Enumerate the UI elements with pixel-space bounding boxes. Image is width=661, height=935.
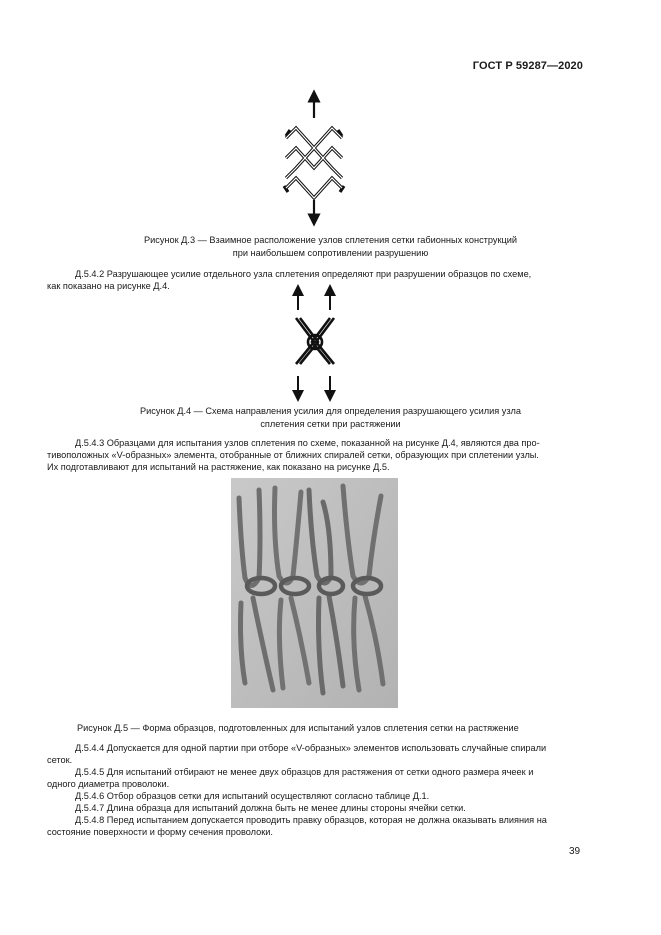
- paragraph-line: Д.5.4.5 Для испытаний отбирают не менее двух образцов для растяжения от сетки одного размера ячеек и: [75, 767, 534, 777]
- paragraph-d545: [47, 766, 584, 790]
- caption-line: при наибольшем сопротивлении разрушению: [232, 248, 429, 258]
- wire-upper: [286, 128, 342, 148]
- document-id: ГОСТ Р 59287—2020: [472, 60, 583, 72]
- paragraph-d548: [47, 814, 584, 838]
- paragraph-line: Д.5.4.6 Отбор образцов сетки для испытаний осуществляют согласно таблице Д.1.: [75, 791, 430, 801]
- figure-d4-caption: [0, 405, 661, 431]
- paragraph-line: Д.5.4.3 Образцами для испытания узлов сплетения по схеме, показанной на рисунке Д.4, являются два про-: [75, 438, 540, 448]
- wire-bottom: [286, 178, 342, 198]
- paragraph-line: Д.5.4.7 Длина образца для испытаний должна быть не менее длины стороны ячейки сетки.: [75, 803, 466, 813]
- figure-d3-diagram: [270, 92, 360, 224]
- figure-d5-photo: [231, 478, 398, 708]
- paragraph-d546: [47, 790, 584, 802]
- paragraph-line: Д.5.4.2 Разрушающее усилие отдельного узла сплетения определяют при разрушении образцов по схеме,: [75, 269, 532, 279]
- figure-d4-diagram: [284, 286, 346, 402]
- caption-line: Рисунок Д.3 — Взаимное расположение узлов сплетения сетки габионных конструкций: [143, 235, 518, 245]
- paragraph-line: Д.5.4.4 Допускается для одной партии при отборе «V-образных» элементов использовать случайные спирали: [75, 743, 547, 753]
- paragraph-line: Их подготавливают для испытаний на растяжение, как показано на рисунке Д.5.: [47, 462, 390, 473]
- wire-lower: [286, 148, 342, 178]
- paragraph-line: сеток.: [47, 755, 73, 766]
- paragraph-line: одного диаметра проволоки.: [47, 779, 170, 790]
- paragraph-d544: [47, 742, 584, 766]
- page-number: 39: [569, 846, 581, 857]
- figure-d5-caption: Рисунок Д.5 — Форма образцов, подготовленных для испытаний узлов сплетения сетки на растяжение: [77, 723, 519, 733]
- caption-line: Рисунок Д.4 — Схема направления усилия для определения разрушающего усилия узла: [140, 406, 521, 416]
- paragraph-line: тивоположных «V-образных» элемента, отобранные от ближних спиралей сетки, образующих при сплетении узлы.: [47, 450, 539, 461]
- paragraph-d543: [47, 437, 584, 474]
- paragraph-line: Д.5.4.8 Перед испытанием допускается проводить правку образцов, которая не должна оказывать влияния на: [75, 815, 547, 825]
- paragraph-line: состояние поверхности и форму сечения проволоки.: [47, 827, 273, 838]
- wire-middle: [286, 148, 342, 168]
- caption-line: сплетения сетки при растяжении: [260, 419, 401, 429]
- figure-d3-caption: [0, 234, 661, 260]
- paragraph-d547: [47, 802, 584, 814]
- paragraph-line: как показано на рисунке Д.4.: [47, 281, 170, 292]
